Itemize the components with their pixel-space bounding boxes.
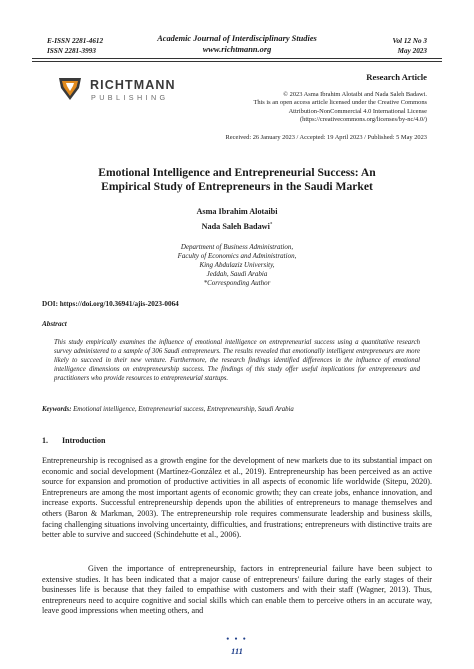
logo-word-richtmann: RICHTMANN: [90, 78, 176, 92]
copyright-line: © 2023 Asma Ibrahim Alotaibi and Nada Saleh Badawi.: [283, 91, 427, 98]
publication-dates: Received: 26 January 2023 / Accepted: 19 April 2023 / Published: 5 May 2023: [225, 134, 427, 141]
abstract-text: This study empirically examines the influence of emotional intelligence on entrepreneurial success using a quantitative research survey administered to a sample of 306 Saudi entrepreneurs. The results revealed that emotionally intelligent entrepreneurs are more likely to succeed in their new venture. Furthermore, the research findings identified differences in the influence of emotional intelligence dimensions on entrepreneurship success. The findings of this study offer useful implications for entrepreneurs and practitioners who provide resources to entrepreneurial startups.: [54, 339, 420, 382]
license-name: Attribution-NonCommercial 4.0 International License: [288, 107, 427, 115]
body-paragraph-2: Given the importance of entrepreneurship, factors in entrepreneurial failure have been subject to extensive studies. It has been indicated that a major cause of entrepreneurs' failure during the early stages of their businesses life is because that they failed to empathise with customers and with their staff (Wagner, 2013). Thus, entrepreneurs need to acquire cognitive and social skills which can enable them to perceive others in an accurate way, leave good impressions when meeting others, and: [42, 564, 432, 616]
issue-date: May 2023: [397, 47, 427, 55]
header-rule-top: [32, 58, 442, 59]
author-2: [0, 222, 474, 231]
affiliation-location: Jeddah, Saudi Arabia: [206, 270, 268, 278]
affiliation: [0, 243, 474, 288]
paper-title-line1: Emotional Intelligence and Entrepreneurial Success: An: [98, 166, 376, 179]
article-type: Research Article: [366, 72, 427, 82]
affiliation-department: Department of Business Administration,: [180, 243, 294, 251]
license-link[interactable]: (https://creativecommons.org/licenses/by-nc/4.0/): [300, 116, 427, 124]
eissn-text: E-ISSN 2281-4612: [47, 37, 104, 45]
paper-title: [60, 166, 414, 194]
header-rule-bottom: [32, 61, 442, 62]
doi-link[interactable]: DOI: https://doi.org/10.36941/ajis-2023-0064: [42, 300, 179, 308]
author-1: Asma Ibrahim Alotaibi: [196, 207, 278, 216]
logo-word-publishing: PUBLISHING: [91, 93, 169, 102]
author-2-name: Nada Saleh Badawi: [201, 222, 270, 231]
journal-title: Academic Journal of Interdisciplinary Studies: [157, 34, 317, 43]
journal-website[interactable]: www.richtmann.org: [202, 45, 272, 54]
affiliation-university: King Abdulaziz University,: [199, 261, 275, 269]
section-title: Introduction: [62, 436, 106, 445]
issn-block: [47, 36, 103, 56]
body-paragraph-1: Entrepreneurship is recognised as a growth engine for the development of new markets due to its substantial impact on economic and social development (Martínez-González et al., 2019). Entrepreneurship has been perceived as an active source for expansion and promotion of productive activities in all aspects of economic life worldwide (Sitepu, 2020). Entrepreneurs are among the most important agents of economic growth; they can create jobs, enhance innovation, and increase exports. Successful entrepreneurship depends upon the abilities of entrepreneurs to manage themselves and others (Baron & Markman, 2003). The entrepreneurship role requires commensurate leadership and business skills, facing challenging situations involving uncertainty, difficulties, and frustrations; entrepreneurs with distinctive traits are better able to survive and succeed (Schindehutte et al., 2006).: [42, 456, 432, 540]
copyright-notice: [167, 91, 427, 125]
keywords-label: Keywords:: [42, 406, 72, 413]
footer-ornament-icon: ● ● ●: [226, 637, 248, 642]
page-number: 111: [231, 646, 243, 656]
publisher-logo: [57, 76, 176, 108]
corresponding-mark: *: [269, 222, 273, 228]
abstract-heading: Abstract: [42, 320, 67, 328]
volume-text: Vol 12 No 3: [392, 37, 427, 45]
section-number: 1.: [42, 436, 48, 445]
volume-block: [392, 36, 427, 56]
keywords-text: Emotional intelligence, Entrepreneurial success, Entrepreneurship, Saudi Arabia: [73, 406, 294, 413]
paper-title-line2: Empirical Study of Entrepreneurs in the Saudi Market: [101, 180, 373, 194]
corresponding-author-note: *Corresponding Author: [203, 279, 271, 287]
publisher-logo-mark-icon: [57, 76, 83, 102]
keywords: [42, 406, 294, 413]
issn-text: ISSN 2281-3993: [47, 47, 96, 55]
journal-block: [120, 33, 354, 55]
affiliation-faculty: Faculty of Economics and Administration,: [177, 252, 297, 260]
license-line: This is an open access article licensed under the Creative Commons: [253, 99, 427, 107]
section-heading: [42, 436, 105, 445]
